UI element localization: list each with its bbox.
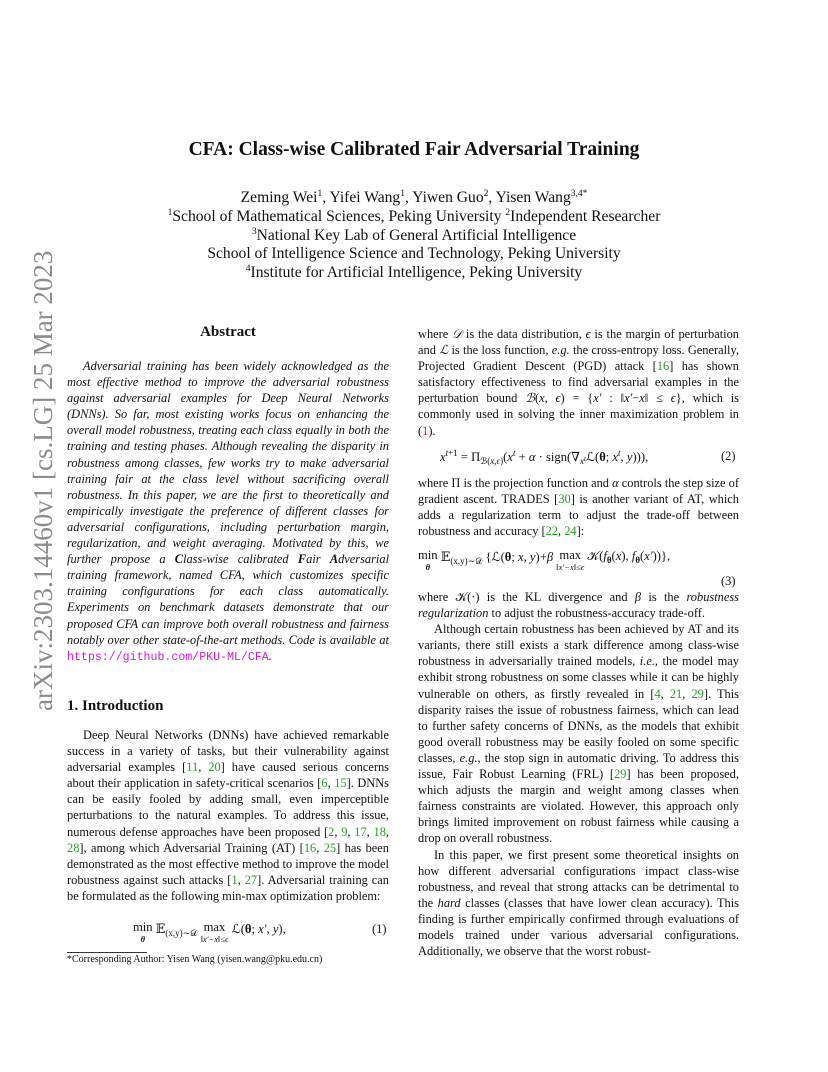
affiliation-line bbox=[0, 227, 828, 246]
abstract-heading: Abstract bbox=[200, 324, 256, 340]
author-block bbox=[0, 189, 828, 283]
citation-link[interactable]: 28 bbox=[67, 840, 80, 855]
affil-mark: 3 bbox=[251, 226, 257, 237]
eq-operator: max ‖x′−x‖≤ϵ bbox=[200, 920, 229, 944]
right-paragraph-1: where 𝒟 is the data distribution, ϵ is the margin of perturbation and ℒ is the loss function, e.g. the cross-entropy loss. Generally, Projected Gradient Descent (PGD) attack [16] has shown satisfactory effectiveness to find adversarial examples in the perturbation bound ℬ(x, ϵ) = {x′ : ‖x′−x‖ ≤ ϵ}, which is commonly used in solving the inner maximization problem in (1). bbox=[418, 327, 740, 438]
citation-link[interactable]: 17 bbox=[354, 824, 367, 839]
affil-mark: 2 bbox=[505, 207, 511, 218]
citation-link[interactable]: 29 bbox=[691, 686, 704, 701]
equation-number: (1) bbox=[372, 922, 387, 936]
eq-operator: max ‖x′−x‖≤ϵ bbox=[556, 548, 585, 572]
intro-paragraph: Deep Neural Networks (DNNs) have achieved remarkable success in a variety of tasks, but their vulnerability against adversarial examples [11, 20] have caused serious concerns about their application in safety-critical scenarios [6, 15]. DNNs can be easily fooled by adding small, even imperceptible perturbations to the natural examples. To address this issue, numerous defense approaches have been proposed [2, 9, 17, 18, 28], among which Adversarial Training (AT) [16, 25] has been demonstrated as the most effective method to improve the model robustness against such attacks [1, 27]. Adversarial training can be formulated as the following min-max optimization problem: bbox=[67, 728, 390, 903]
eq-operator: min θ bbox=[418, 548, 438, 572]
section-heading-introduction: 1. Introduction bbox=[67, 698, 164, 714]
equation-number: (3) bbox=[721, 574, 736, 588]
citation-link[interactable]: 2 bbox=[328, 824, 335, 839]
citation-link[interactable]: 1 bbox=[231, 872, 238, 887]
code-link[interactable]: https://github.com/PKU-ML/CFA bbox=[67, 650, 269, 664]
affiliation-line bbox=[0, 264, 828, 283]
affiliation: Institute for Artificial Intelligence, Peking University bbox=[250, 264, 583, 282]
affil-mark: 1 bbox=[400, 189, 405, 199]
eq-operator: min θ bbox=[133, 920, 153, 944]
paper-title: CFA: Class-wise Calibrated Fair Adversarial Training bbox=[188, 139, 640, 160]
citation-link[interactable]: 15 bbox=[334, 776, 347, 791]
footnote-rule bbox=[67, 952, 147, 953]
affiliation: School of Intelligence Science and Technology, Peking University bbox=[207, 245, 621, 263]
footnote: *Corresponding Author: Yisen Wang (yisen.wang@pku.edu.cn) bbox=[67, 954, 323, 965]
affil-mark: 2 bbox=[483, 189, 489, 199]
equation-2: $x^{t+1} = \Pi_{ℬ(x,\epsilon)}(x^t + \alpha$ · $sign(\nabla_{x^t}ℒ(\theta$; $x^t$, y))), bbox=[440, 448, 649, 466]
citation-link[interactable]: 29 bbox=[614, 767, 627, 782]
affil-mark: 4 bbox=[245, 264, 251, 275]
citation-link[interactable]: 4 bbox=[654, 686, 661, 701]
citation-link[interactable]: 25 bbox=[323, 840, 337, 855]
equation-number: (2) bbox=[721, 449, 736, 463]
citation-link[interactable]: 20 bbox=[208, 760, 221, 775]
affil-mark: 3,4* bbox=[570, 189, 588, 199]
citation-link[interactable]: 22 bbox=[545, 524, 559, 539]
citation-link[interactable]: 24 bbox=[564, 524, 577, 539]
abstract-body: Adversarial training has been widely acknowledged as the most effective method to improve the adversarial robustness against adversarial examples for Deep Neural Networks (DNNs). So far, most existing works focus on enhancing the overall model robustness, treating each class equally in both the training and testing phases. Although revealing the disparity in robustness among classes, few works try to make adversarial training fair at the class level without sacrificing overall robustness. In this paper, we are the first to theoretically and empirically investigate the preference of different classes for adversarial configurations, including perturbation margin, regularization, and weight averaging. Motivated by this, we further propose a Class-wise calibrated Fair Adversarial training framework, named CFA, which customizes specific training configurations for each class automatically. Experiments on benchmark datasets demonstrate that our proposed CFA can improve both overall robustness and fairness notably over other state-of-the-art methods. Code is available at https://github.com/PKU-ML/CFA. bbox=[67, 359, 390, 664]
author-line: Zeming Wei$^1$, Yifei Wang$^1$, Yiwen Guo$^2$, Yisen Wang$^{3,4*}$ bbox=[240, 189, 588, 206]
affiliation: National Key Lab of General Artificial Intelligence bbox=[256, 226, 577, 244]
affiliation: School of Mathematical Sciences, Peking University bbox=[172, 207, 502, 225]
affiliation-line bbox=[0, 245, 828, 264]
citation-link[interactable]: 27 bbox=[244, 872, 258, 887]
affil-mark: 1 bbox=[167, 207, 173, 218]
citation-link[interactable]: 21 bbox=[669, 686, 683, 701]
affiliation: Independent Researcher bbox=[510, 207, 661, 225]
author-name: Yisen Wang bbox=[495, 189, 571, 206]
affiliation-line bbox=[0, 208, 828, 227]
citation-link[interactable]: 6 bbox=[321, 776, 328, 791]
arxiv-identifier: arXiv:2303.14460v1 [cs.LG] 25 Mar 2023 bbox=[28, 250, 58, 711]
citation-link[interactable]: 30 bbox=[558, 492, 571, 507]
equation-3: min θ 𝔼$_{(x,y)\sim 𝒟}$ {ℒ(θ; x, y)+β max ‖x′−x‖≤ϵ $𝒦(f_\theta(x)$, $f_\theta(x')$)}, bbox=[418, 548, 671, 572]
equation-1: min θ 𝔼$_{(x,y)\sim 𝒟}$ max ‖x′−x‖≤ϵ ℒ(θ; x′, y), bbox=[133, 920, 286, 944]
author-name: Yiwen Guo bbox=[412, 189, 484, 206]
citation-link[interactable]: 16 bbox=[656, 359, 670, 374]
author-name: Zeming Wei bbox=[240, 189, 318, 206]
author-name: Yifei Wang bbox=[329, 189, 401, 206]
citation-link[interactable]: 16 bbox=[303, 840, 317, 855]
affil-mark: 1 bbox=[317, 189, 323, 199]
right-paragraph-2: where Π is the projection function and α controls the step size of gradient ascent. TRADES [30] is another variant of AT, which adds a regularization term to adjust the trade-off between robustness and accuracy [22, 24]: bbox=[418, 476, 739, 539]
right-paragraph-3: where 𝒦(·) is the KL divergence and β is the robustness regularization to adjust the robustness-accuracy trade-off. Although certain robustness has been achieved by AT and its variants, there still exists a stark difference among class-wise robustness in adversarially trained models, i.e., the model may exhibit strong robustness on some classes while it can be highly vulnerable on others, as firstly revealed in [4, 21, 29]. This disparity raises the issue of robustness fairness, which can lead to further safety concerns of DNNs, as the models that exhibit good overall robustness may be easily fooled on some specific classes, e.g., the stop sign in automatic driving. To address this issue, Fair Robust Learning (FRL) [29] has been proposed, which adjusts the margin and weight among classes when fairness constraints are violated. However, this approach only brings limited improvement on robust fairness while causing a drop on overall robustness. In this paper, we first present some theoretical insights on how different adversarial configurations impact class-wise robustness, and reveal that strong attacks can be detrimental to the hard classes (classes that have lower clean accuracy). This finding is further empirically confirmed through evaluations of models trained under various adversarial configurations. Additionally, we observe that the worst robust- bbox=[418, 590, 740, 959]
citation-link[interactable]: 18 bbox=[373, 824, 386, 839]
equation-ref[interactable]: 1 bbox=[422, 423, 429, 438]
citation-link[interactable]: 9 bbox=[341, 824, 348, 839]
citation-link[interactable]: 11 bbox=[186, 760, 199, 775]
